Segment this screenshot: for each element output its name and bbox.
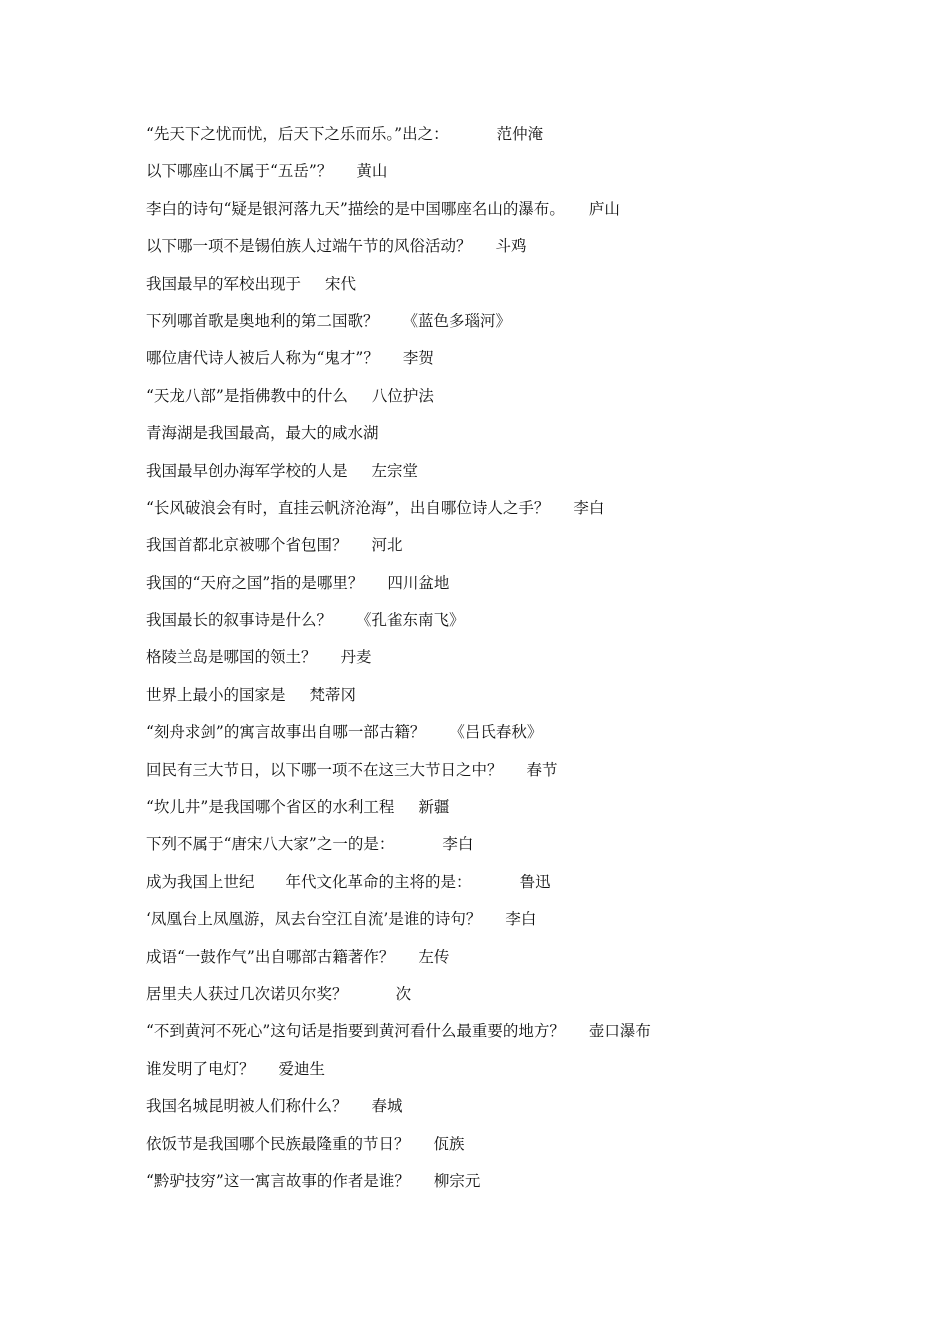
question-text: 我国最长的叙事诗是什么？	[146, 611, 333, 630]
qa-list	[146, 121, 906, 1205]
answer-text: 左宗堂	[371, 461, 419, 480]
qa-line	[146, 831, 906, 868]
question-text: “不到黄河不死心”这句话是指要到黄河看什么最重要的地方？	[146, 1022, 565, 1041]
question-text: 我国首都北京被哪个省包围？	[146, 536, 348, 555]
qa-line	[146, 158, 906, 195]
qa-line	[146, 1131, 906, 1168]
answer-text: 丹麦	[340, 648, 372, 667]
answer-text: 左传	[418, 947, 450, 966]
qa-line	[146, 944, 906, 981]
question-text: “先天下之忧而忧，后天下之乐而乐。”出之：	[146, 125, 449, 143]
answer-text: 李白	[505, 910, 537, 929]
answer-text: 八位护法	[371, 386, 434, 405]
qa-line	[146, 1056, 906, 1093]
qa-line	[146, 308, 906, 345]
question-text: ‘凤凰台上凤凰游，凤去台空江自流’是谁的诗句？	[146, 910, 482, 929]
question-text: 我国最早创办海军学校的人是	[146, 461, 348, 480]
question-text: 我国名城昆明被人们称什么？	[146, 1097, 348, 1116]
qa-line	[146, 644, 906, 681]
question-text: 我国的“天府之国”指的是哪里？	[146, 573, 364, 592]
answer-text: 春节	[526, 760, 558, 779]
answer-text: 柳宗元	[433, 1171, 481, 1190]
answer-text: 爱迪生	[278, 1059, 326, 1078]
answer-text: 春城	[371, 1097, 403, 1116]
answer-text: 宋代	[325, 274, 357, 293]
question-text: 居里夫人获过几次诺贝尔奖？	[146, 984, 348, 1003]
qa-line	[146, 1093, 906, 1130]
answer-text: 鲁迅	[519, 872, 551, 891]
question-text: 李白的诗句“疑是银河落九天”描绘的是中国哪座名山的瀑布。	[146, 199, 565, 218]
question-text: 世界上最小的国家是	[146, 685, 286, 704]
qa-line	[146, 196, 906, 233]
qa-line	[146, 1018, 906, 1055]
answer-text: 李白	[573, 498, 605, 517]
qa-line	[146, 271, 906, 308]
question-text: 青海湖是我国最高，最大的咸水湖	[146, 424, 379, 443]
qa-line	[146, 121, 906, 158]
question-text: 格陵兰岛是哪国的领土？	[146, 648, 317, 667]
question-text: “黔驴技穷”这一寓言故事的作者是谁？	[146, 1171, 410, 1190]
answer-text: 河北	[371, 536, 403, 555]
qa-line	[146, 719, 906, 756]
answer-text: 次	[395, 984, 412, 1003]
question-text: “长风破浪会有时，直挂云帆济沧海”，出自哪位诗人之手？	[146, 498, 550, 517]
qa-line	[146, 981, 906, 1018]
qa-line	[146, 345, 906, 382]
question-text: 下列哪首歌是奥地利的第二国歌？	[146, 311, 379, 330]
question-text: 成为我国上世纪 年代文化革命的主将的是：	[146, 872, 472, 891]
qa-line	[146, 794, 906, 831]
qa-line	[146, 570, 906, 607]
question-text: 谁发明了电灯？	[146, 1059, 255, 1078]
qa-line	[146, 233, 906, 270]
answer-text: 黄山	[356, 162, 388, 181]
qa-line	[146, 682, 906, 719]
question-text: 以下哪座山不属于“五岳”？	[146, 162, 333, 181]
qa-line	[146, 1168, 906, 1205]
qa-line	[146, 906, 906, 943]
answer-text: 李白	[442, 835, 474, 854]
qa-line	[146, 495, 906, 532]
qa-line	[146, 383, 906, 420]
qa-line	[146, 458, 906, 495]
question-text: 依饭节是我国哪个民族最隆重的节日？	[146, 1134, 410, 1153]
qa-line	[146, 420, 906, 457]
answer-text: 李贺	[402, 349, 434, 368]
answer-text: 新疆	[418, 798, 450, 817]
question-text: 下列不属于“唐宋八大家”之一的是：	[146, 835, 395, 854]
answer-text: 壶口瀑布	[588, 1022, 651, 1041]
question-text: 回民有三大节日，以下哪一项不在这三大节日之中？	[146, 760, 503, 779]
answer-text: 《蓝色多瑙河》	[402, 311, 512, 330]
answer-text: 梵蒂冈	[309, 685, 357, 704]
answer-text: 斗鸡	[495, 237, 527, 256]
question-text: 我国最早的军校出现于	[146, 274, 302, 293]
answer-text: 佤族	[433, 1134, 465, 1153]
question-text: 成语“一鼓作气”出自哪部古籍著作？	[146, 947, 395, 966]
qa-line	[146, 757, 906, 794]
question-text: 哪位唐代诗人被后人称为“鬼才”？	[146, 349, 379, 368]
question-text: “刻舟求剑”的寓言故事出自哪一部古籍？	[146, 723, 426, 742]
qa-line	[146, 869, 906, 906]
answer-text: 《吕氏春秋》	[449, 723, 543, 742]
question-text: “坎儿井”是我国哪个省区的水利工程	[146, 798, 395, 817]
question-text: “天龙八部”是指佛教中的什么	[146, 386, 348, 405]
qa-line	[146, 532, 906, 569]
answer-text: 四川盆地	[387, 573, 450, 592]
qa-line	[146, 607, 906, 644]
answer-text: 庐山	[588, 199, 620, 218]
question-text: 以下哪一项不是锡伯族人过端午节的风俗活动？	[146, 237, 472, 256]
answer-text: 《孔雀东南飞》	[356, 611, 465, 630]
answer-text: 范仲淹	[496, 125, 544, 143]
